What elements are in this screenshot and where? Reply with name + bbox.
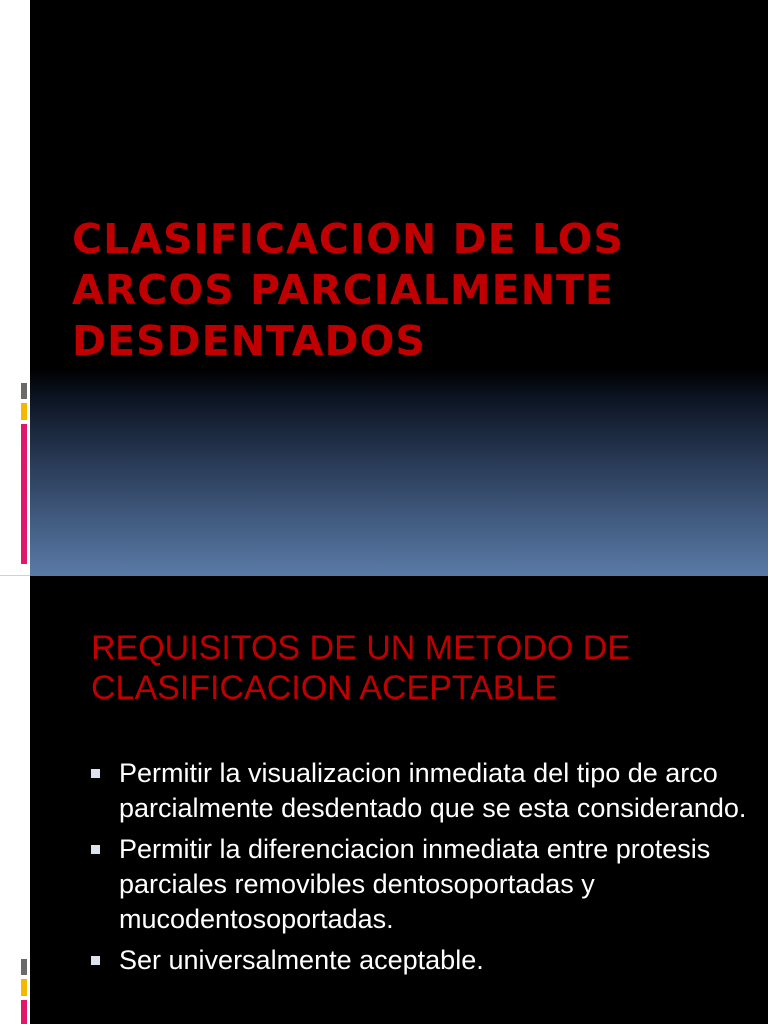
bullet-text: Ser universalmente aceptable. (119, 945, 484, 975)
accent-bar-pink (21, 424, 27, 564)
accent-bar-gray (21, 383, 27, 399)
slide-1 (30, 0, 768, 576)
list-item (90, 943, 750, 978)
bullet-text: Permitir la diferenciacion inmediata entre protesis parciales removibles dentosoportadas y mucodentosoportadas. (119, 834, 711, 934)
bullet-text: Permitir la visualizacion inmediata del tipo de arco parcialmente desdentado que se esta considerando. (119, 758, 747, 823)
list-item (90, 832, 750, 937)
film-strip-mark-bottom (16, 631, 30, 665)
accent-bar-yellow (21, 403, 27, 420)
accent-bar-pink-2 (21, 1000, 27, 1024)
square-bullet-icon (91, 769, 100, 778)
slide-subtitle: REQUISITOS DE UN METODO DE CLASIFICACION ACEPTABLE (91, 629, 631, 707)
bullet-list (90, 756, 750, 984)
accent-bar-yellow-2 (21, 979, 27, 996)
slide-title: CLASIFICACION DE LOS ARCOS PARCIALMENTE DESDENTADOS (72, 215, 624, 365)
square-bullet-icon (91, 956, 100, 965)
film-strip-mark-top (16, 56, 30, 90)
square-bullet-icon (91, 845, 100, 854)
list-item (90, 756, 750, 826)
slide-2 (30, 576, 768, 1024)
slide-divider (0, 575, 30, 576)
accent-bar-gray-2 (21, 959, 27, 975)
